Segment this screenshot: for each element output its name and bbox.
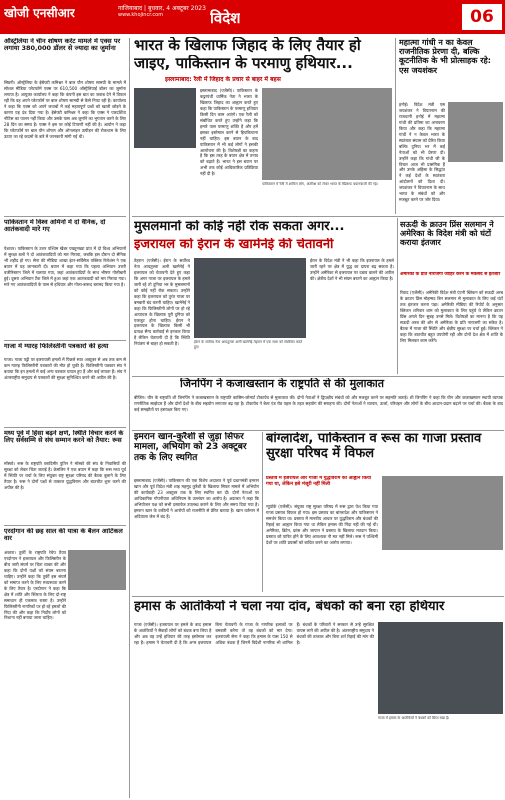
website-url: www.khojincr.com — [118, 12, 164, 18]
newspaper-brand: खोजी एनसीआर — [4, 6, 75, 20]
khamenei-photo — [194, 258, 306, 338]
khamenei-body: तेहरान (एजेंसी)। ईरान के सर्वोच्च नेता आयतुल्ला अली खामेनेई ने इजरायल को चेतावनी देते हुए कहा कि अगर गाजा पर इजरायल के हमले जारी रहे तो दुनिया भर के मुसलमानों को कोई नहीं रोक सकता। उन्होंने कहा कि इजरायल को तुरंत गाजा पर बमबारी बंद करनी चाहिए। खामेनेई ने कहा कि फिलिस्तीनी लोगों पर हो रहे अत्याचार के खिलाफ पूरी दुनिया को एकजुट होना चाहिए। ईरान ने इजरायल के खिलाफ किसी भी प्रत्यक्ष सैन्य कार्रवाई से इनकार किया है लेकिन चेतावनी दी है कि स्थिति नियंत्रण से बाहर हो सकती है। — [134, 258, 190, 347]
divider — [132, 376, 504, 377]
hamas-headline: हमास के आतंकियों ने चला नया दांव, बंधकों को बना रहा हथियार — [134, 600, 445, 614]
top-story-caption: पाकिस्तान में रैली में शामिल लोग, अंतरिक्ष को लेकर भारत के खिलाफ बयानबाजी की गई। — [262, 182, 378, 186]
a5-headline: एरदोगान की छह साल की यात्रा के बैलन आर्टिकल वार — [4, 528, 123, 543]
divider — [132, 596, 504, 597]
top-story-subhead: इस्लामाबाद: रैली में जिहाद के प्रचार से बाहर में बहस — [165, 76, 281, 83]
erdogan-photo — [68, 550, 126, 590]
saudi-subhead: अमेरिका के प्रति नाराजगी जाहिर करने के मकसद से इंतजार — [400, 272, 501, 277]
column-divider — [129, 38, 130, 798]
jinping-headline: जिनपिंग ने कजाखस्तान के राष्ट्रपति से की मुलाकात — [180, 378, 385, 390]
unsc-photo — [382, 476, 503, 550]
section-title: विदेश — [210, 9, 241, 27]
imran-body: इस्लामाबाद (एजेंसी)। पाकिस्तान की एक विशेष अदालत ने पूर्व प्रधानमंत्री इमरान खान और पूर्व विदेश मंत्री शाह महमूद कुरैशी के खिलाफ सिफर मामले में अभियोग की कार्यवाही 23 अक्टूबर तक के लिए स्थगित कर दी। दोनों नेताओं पर आधिकारिक गोपनीयता अधिनियम के उल्लंघन का आरोप है। अदालत ने कहा कि अभियोजन पक्ष को सभी दस्तावेज उपलब्ध कराने के लिए और समय दिया गया है। इमरान खान के वकीलों ने आरोपों को राजनीति से प्रेरित बताया है। खान वर्तमान में अदियाला जेल में बंद हैं। — [134, 478, 259, 519]
imran-headline: इमरान खान-कुरैशी से जुड़ा सिफर मामला, अभियोग को 23 अक्टूबर तक के लिए स्थगित — [134, 432, 247, 463]
a1-headline: ऑस्ट्रेलिया ने चीन शोषण करेंट मामले में एक्स पर लगाया 380,000 डॉलर से ज्यादा का जुर्माना — [4, 38, 121, 53]
rally-photo — [134, 88, 196, 148]
column-divider — [397, 218, 398, 374]
a4-body: मॉस्को। रूस के राष्ट्रपति व्लादिमीर पुतिन ने मॉस्को की संघ के निवासियों की सुरक्षा को लेकर चिंता जताई है। क्रेमलिन ने एक बयान में कहा कि रूस मध्य पूर्व में स्थिति पर चर्चा के लिए संयुक्त राष्ट्र सुरक्षा परिषद की बैठक बुलाने के लिए तैयार है। रूस ने दोनों पक्षों से तत्काल युद्धविराम और बातचीत शुरू करने की अपील की है। — [4, 461, 126, 490]
saudi-headline: सऊदी के क्राउन प्रिंस सलमान ने अमेरिका के विदेश मंत्री को घंटों कराया इंतजार — [400, 220, 494, 248]
column-divider — [262, 432, 263, 592]
top-story-headline-1: भारत के खिलाफ जिहाद के लिए तैयार हो — [134, 37, 361, 54]
a5-body: अंकारा। तुर्की के राष्ट्रपति रेचेप तैयप एरदोगान ने इजरायल और फिलिस्तीन के बीच जारी संघर्ष पर चिंता व्यक्त की और कहा कि दोनों पक्षों को संयम बरतना चाहिए। उन्होंने कहा कि तुर्की इस संघर्ष को समाप्त करने के लिए मध्यस्थता करने के लिए तैयार है। एरदोगान ने कहा कि क्षेत्र में शांति और स्थिरता के लिए दो-राष्ट्र समाधान ही एकमात्र रास्ता है। उन्होंने फिलिस्तीनी नागरिकों पर हो रहे हमलों की निंदा की और कहा कि निर्दोष लोगों को निशाना नहीं बनाया जाना चाहिए। — [4, 550, 66, 621]
a1-body: सिडनी। ऑस्ट्रेलिया के ईसेफ्टी कमिश्नर ने बाल यौन शोषण सामग्री के मामले में सोशल मीडिया प्लेटफॉर्म एक्स पर 610,500 ऑस्ट्रेलियाई डॉलर का जुर्माना लगाया है। आयुक्त कार्यालय ने कहा कि कंपनी इस बात का जवाब देने में विफल रही कि वह अपने प्लेटफॉर्म पर बाल शोषण सामग्री से कैसे निपट रही है। कार्यालय ने कहा कि एक्स को अपने जवाबों में कई महत्वपूर्ण प्रश्नों को खाली छोड़ने के कारण यह दंड दिया गया है। ईसेफ्टी कमिश्नर ने कहा कि एक्स ने पारदर्शिता नोटिस का पालन नहीं किया और उसके पास अब जुर्माने का भुगतान करने के लिए 28 दिन का समय है। एक्स ने इस पर कोई टिप्पणी नहीं की है। आयोग ने कहा कि प्लेटफॉर्म पर बाल यौन शोषण और ऑनलाइन उत्पीड़न की रोकथाम के लिए उठाए जा रहे कदमों के बारे में जानकारी मांगी गई थी। — [4, 80, 126, 139]
dateline: गाजियाबाद | बुधवार, 4 अक्टूबर 2023 — [118, 5, 206, 12]
hamas-body: गाजा (एजेंसी)। इजरायल पर हमले के बाद हमास के आतंकियों ने सैकड़ों लोगों को बंधक बना लिया है और अब वह उन्हें हथियार की तरह इस्तेमाल कर रहा है। हमास ने चेतावनी दी है कि अगर इजरायल बिना चेतावनी के गाजा के नागरिक इलाकों पर बमबारी करेगा तो वह बंधकों को मार देगा। इजरायली सेना ने कहा कि हमास के पास 150 से अधिक बंधक हैं जिनमें विदेशी नागरिक भी शामिल हैं। बंधकों के परिवारों ने सरकार से उन्हें सुरक्षित वापस लाने की अपील की है। अंतरराष्ट्रीय समुदाय ने बंधकों की तत्काल और बिना शर्त रिहाई की मांग की है। — [134, 622, 374, 645]
saudi-body: रियाद (एजेंसी)। अमेरिकी विदेश मंत्री एंटनी ब्लिंकन को सऊदी अरब के क्राउन प्रिंस मोहम्मद बिन सलमान से मुलाकात के लिए कई घंटों तक इंतजार करना पड़ा। अमेरिकी मीडिया की रिपोर्ट के अनुसार ब्लिंकन शनिवार शाम को मुलाकात के लिए पहुंचे थे लेकिन क्राउन प्रिंस अगले दिन सुबह उनसे मिले। विशेषज्ञों का मानना है कि यह सऊदी अरब की ओर से अमेरिका के प्रति नाराजगी का संकेत है। बैठक में गाजा की स्थिति और क्षेत्रीय सुरक्षा पर चर्चा हुई। ब्लिंकन ने कहा कि बातचीत बहुत उपयोगी रही और दोनों देश क्षेत्र में शांति के लिए मिलकर काम करेंगे। — [400, 290, 503, 343]
divider — [4, 427, 126, 428]
a3-body: गाजा। गाजा पट्टी पर इजरायली हमलों में पिछले सात अक्टूबर से अब तक कम से कम ग्यारह फिलिस्तीनी पत्रकारों की मौत हो चुकी है। फिलिस्तीनी पत्रकार संघ ने बताया कि इन हमलों में कई अन्य पत्रकार घायल हुए हैं और कई लापता हैं। संघ ने अंतरराष्ट्रीय समुदाय से पत्रकारों की सुरक्षा सुनिश्चित करने की अपील की है। — [4, 357, 126, 380]
top-story-headline-2: जाइए, पाकिस्तान के परमाणु हथियार... — [134, 55, 353, 72]
unsc-headline: बांग्लादेश, पाकिस्तान व रूस का गाजा प्रस्ताव सुरक्षा परिषद में विफल — [266, 432, 482, 461]
jaishankar-body: हनोई। विदेश मंत्री एस जयशंकर ने वियतनाम की राजधानी हनोई में महात्मा गांधी की प्रतिमा का अनावरण किया और कहा कि महात्मा गांधी ने न केवल भारत के स्वतंत्रता संग्राम को प्रेरित किया बल्कि दुनिया भर में कई नेताओं को भी प्रेरणा दी। उन्होंने कहा कि गांधी जी के विचार आज भी प्रासंगिक हैं और उनके अहिंसा के सिद्धांत ने कई देशों के स्वतंत्रता आंदोलनों को दिशा दी। जयशंकर ने वियतनाम के साथ भारत के संबंधों को और मजबूत करने पर जोर दिया। — [399, 102, 445, 203]
unsc-body: न्यूयॉर्क (एजेंसी)। संयुक्त राष्ट्र सुरक्षा परिषद में रूस द्वारा पेश किया गया गाजा प्रस्ताव विफल हो गया। इस प्रस्ताव का बांग्लादेश और पाकिस्तान ने समर्थन किया था। प्रस्ताव में मानवीय आधार पर युद्धविराम और बंधकों की रिहाई का आह्वान किया गया था लेकिन हमास की निंदा नहीं की गई थी। अमेरिका, ब्रिटेन, फ्रांस और जापान ने प्रस्ताव के खिलाफ मतदान किया। प्रस्ताव को पारित होने के लिए आवश्यक नौ मत नहीं मिले। रूस ने पश्चिमी देशों पर शांति प्रयासों को बाधित करने का आरोप लगाया। — [266, 504, 378, 545]
a4-headline: मध्य पूर्व में हिंसा बढ़ने क्षणे, स्थिति विचार करने के लिए सर्वसम्मि से संघ सम्मान करने को तैयार: रूस — [4, 430, 124, 445]
jinping-body: बीजिंग। चीन के राष्ट्रपति शी जिनपिंग ने कजाखस्तान के राष्ट्रपति कासिम-जोमार्ट टोकायेव से मुलाकात की। दोनों नेताओं ने द्विपक्षीय संबंधों को और मजबूत करने पर सहमति जताई। शी जिनपिंग ने कहा कि चीन और कजाखस्तान स्थायी व्यापक रणनीतिक साझेदार हैं और दोनों देशों के बीच सहयोग लगातार बढ़ रहा है। टोकायेव ने बेल्ट एंड रोड पहल के तहत सहयोग की सराहना की। दोनों नेताओं ने व्यापार, ऊर्जा, परिवहन और लोगों के बीच आदान-प्रदान बढ़ाने पर चर्चा की। बैठक के बाद कई समझौतों पर हस्ताक्षर किए गए। — [134, 395, 503, 412]
unsc-subhead: प्रस्ताव में इजरायल और गाजा में युद्धविराम का आह्वान किया गया था, लेकिन इसे मंजूरी नहीं मिली — [266, 476, 372, 487]
khamenei-caption: ईरान के सर्वोच्च नेता आयतुल्ला अली खामेनेई तेहरान में एक सभा को संबोधित करते हुए। — [194, 340, 303, 349]
khamenei-headline-2: इजरायल को ईरान के खामेनेई की चेतावनी — [134, 238, 334, 252]
masthead-bar — [0, 0, 505, 34]
a3-headline: गाजा में ग्यारह फिलिस्तीनी पत्रकारों की हत्या — [4, 343, 109, 350]
top-story-body: इस्लामाबाद (एजेंसी)। पाकिस्तान के कट्टरपंथी धार्मिक नेता ने भारत के खिलाफ जिहाद का आह्वान करते हुए कहा कि पाकिस्तान के परमाणु हथियार किसी दिन काम आएंगे। एक रैली को संबोधित करते हुए उन्होंने कहा कि हमारे पास परमाणु शक्ति है और हमें इसका इस्तेमाल करने से हिचकिचाना नहीं चाहिए। इस बयान के बाद पाकिस्तान में भी कई लोगों ने इसकी आलोचना की है। विशेषज्ञों का कहना है कि इस तरह के बयान क्षेत्र में तनाव को बढ़ाते हैं। भारत ने इस बयान पर अभी तक कोई आधिकारिक प्रतिक्रिया नहीं दी है। — [200, 88, 258, 177]
khamenei-body-2: ईरान के विदेश मंत्री ने भी कहा कि इजरायल के हमले जारी रहने पर क्षेत्र में युद्ध का दायरा बढ़ सकता है। उन्होंने अमेरिका से इजरायल पर दबाव डालने की अपील की। क्षेत्रीय देशों ने भी संयम बरतने का आह्वान किया है। — [310, 258, 394, 281]
rally-crowd-photo — [262, 88, 392, 180]
hamas-photo — [378, 622, 503, 714]
divider — [132, 430, 504, 431]
jaishankar-photo — [448, 102, 503, 162]
divider — [4, 216, 126, 217]
jaishankar-headline: महात्मा गांधी न का केवल राजनीतिक प्रेरणा दी, बल्कि कूटनीतिक के भी प्रोत्साहक रहे: एस जयशंकर — [399, 38, 491, 75]
divider — [4, 340, 126, 341]
khamenei-headline-1: मुसलमानों को कोई नहीं रोक सकता अगर... — [134, 220, 345, 234]
a2-body: पेशावर। पाकिस्तान के उत्तर पश्चिम खैबर पख्तूनख्वा प्रांत में दो विश्व अभियानों में सुरक्षा बलों ने दो आतंकवादियों को मार गिराया, जबकि इस दौरान दो सैनिक भी शहीद हो गए। सेना की मीडिया शाखा इंटर-सर्विसेज पब्लिक रिलेशंस ने एक बयान में यह जानकारी दी। बयान में कहा गया कि पहला अभियान उत्तरी वजीरिस्तान जिले में चलाया गया, जहां आतंकवादियों के साथ भीषण गोलीबारी हुई। दूसरा अभियान टैंक जिले में हुआ जहां एक आतंकवादी को मार गिराया गया। मारे गए आतंकवादियों के पास से हथियार और गोला-बारूद बरामद किया गया है। — [4, 246, 126, 287]
divider — [4, 525, 126, 526]
column-divider — [395, 38, 396, 214]
a2-headline: पाकिस्तान में विश्व अमिनों में दो वैनिक, दो आतंकवादी मारे गए — [4, 219, 106, 234]
divider — [132, 216, 504, 217]
page-number: 06 — [462, 4, 502, 30]
hamas-caption: गाजा में हमास के आतंकियों ने बंधकों को छिपा रखा है। — [378, 716, 450, 720]
